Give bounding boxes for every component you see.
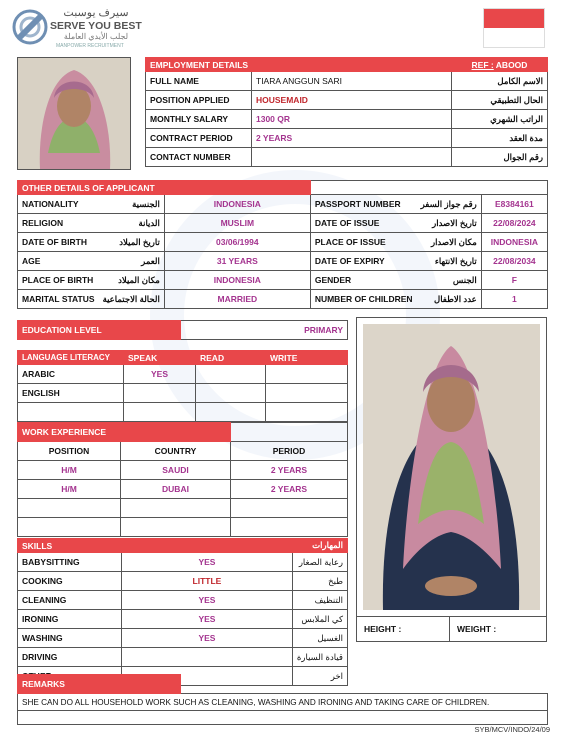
place-of-issue-value: INDONESIA <box>481 233 547 252</box>
date-of-issue-value: 22/08/2024 <box>481 214 547 233</box>
gender-arabic: الجنس <box>417 271 482 290</box>
education-label: EDUCATION LEVEL <box>18 321 181 340</box>
footer-code: SYB/MCV/INDO/24/09 <box>474 725 550 734</box>
write-header: WRITE <box>266 351 348 365</box>
remarks-text: SHE CAN DO ALL HOUSEHOLD WORK SUCH AS CLEANING, WASHING AND IRONING AND TAKING CARE OF CHILDREN. <box>18 694 548 711</box>
contract-arabic: مدة العقد <box>452 129 548 148</box>
other-row-4 <box>18 271 548 290</box>
language-arabic-name: ARABIC <box>18 365 124 384</box>
skill-name-5: DRIVING <box>18 648 122 667</box>
skill-name-0: BABYSITTING <box>18 553 122 572</box>
other-row-1 <box>18 214 548 233</box>
skill-value-4: YES <box>122 629 293 648</box>
company-logo <box>12 6 152 50</box>
work-row-0 <box>18 461 348 480</box>
nationality-value: INDONESIA <box>164 195 310 214</box>
work-experience-table <box>17 422 348 537</box>
applicant-photo-frame <box>356 317 547 642</box>
skill-row-5 <box>18 648 348 667</box>
other-row-0 <box>18 195 548 214</box>
date-of-expiry-arabic: تاريخ الانتهاء <box>417 252 482 271</box>
work-col-period: PERIOD <box>231 442 348 461</box>
skill-arabic-5: قيادة السيارة <box>292 648 347 667</box>
skill-value-5 <box>122 648 293 667</box>
position-label: POSITION APPLIED <box>146 91 252 110</box>
skill-value-1: LITTLE <box>122 572 293 591</box>
marital-status-arabic: الحالة الاجتماعية <box>99 290 165 309</box>
logo-arabic: سيرف يوسبت <box>63 7 129 19</box>
date-of-issue-label: DATE OF ISSUE <box>310 214 416 233</box>
nationality-arabic: الجنسية <box>99 195 165 214</box>
skill-row-1 <box>18 572 348 591</box>
other-details-table <box>17 180 548 309</box>
marital-status-value: MARRIED <box>164 290 310 309</box>
date-of-issue-arabic: تاريخ الاصدار <box>417 214 482 233</box>
children-value: 1 <box>481 290 547 309</box>
skill-value-2: YES <box>122 591 293 610</box>
work-col-position: POSITION <box>18 442 121 461</box>
work-country-0: SAUDI <box>121 461 231 480</box>
work-columns <box>18 442 348 461</box>
skill-arabic-2: التنظيف <box>292 591 347 610</box>
skill-row-3 <box>18 610 348 629</box>
employment-details-table <box>145 57 548 167</box>
other-row-5 <box>18 290 548 309</box>
language-arabic-write <box>266 365 348 384</box>
position-value: HOUSEMAID <box>252 91 452 110</box>
ref-label: REF : <box>471 59 494 70</box>
place-of-issue-label: PLACE OF ISSUE <box>310 233 416 252</box>
skill-value-0: YES <box>122 553 293 572</box>
date-of-expiry-label: DATE OF EXPIRY <box>310 252 416 271</box>
date-of-expiry-value: 22/08/2034 <box>481 252 547 271</box>
applicant-photo-large <box>363 324 540 610</box>
place-of-birth-value: INDONESIA <box>164 271 310 290</box>
contract-label: CONTRACT PERIOD <box>146 129 252 148</box>
place-of-issue-arabic: مكان الاصدار <box>417 233 482 252</box>
logo-arabic-sub: لجلب الأيدي العاملة <box>63 32 129 41</box>
passport-label: PASSPORT NUMBER <box>310 195 416 214</box>
row-monthly-salary <box>146 110 548 129</box>
religion-value: MUSLIM <box>164 214 310 233</box>
other-header-blank <box>310 181 547 195</box>
language-header: LANGUAGE LITERACY <box>18 351 124 365</box>
passport-value: E8384161 <box>481 195 547 214</box>
place-of-birth-label: PLACE OF BIRTH <box>18 271 99 290</box>
language-english-write <box>266 384 348 403</box>
dob-value: 03/06/1994 <box>164 233 310 252</box>
education-value: PRIMARY <box>181 321 348 340</box>
row-contact-number <box>146 148 548 167</box>
place-of-birth-arabic: مكان الميلاد <box>99 271 165 290</box>
other-details-header: OTHER DETAILS OF APPLICANT <box>18 181 311 195</box>
ref-cell <box>452 58 548 72</box>
religion-label: RELIGION <box>18 214 99 233</box>
logo-sub: MANPOWER RECRUITMENT <box>56 43 124 49</box>
work-position-1: H/M <box>18 480 121 499</box>
work-period-1: 2 YEARS <box>231 480 348 499</box>
marital-status-label: MARITAL STATUS <box>18 290 99 309</box>
skills-header: SKILLS <box>18 539 293 553</box>
skill-arabic-6: اخر <box>292 667 347 686</box>
gender-label: GENDER <box>310 271 416 290</box>
logo-mark-icon <box>12 8 48 46</box>
dob-label: DATE OF BIRTH <box>18 233 99 252</box>
salary-arabic: الراتب الشهري <box>452 110 548 129</box>
age-value: 31 YEARS <box>164 252 310 271</box>
work-header: WORK EXPERIENCE <box>18 423 231 442</box>
row-position-applied <box>146 91 548 110</box>
skill-name-3: IRONING <box>18 610 122 629</box>
skill-name-2: CLEANING <box>18 591 122 610</box>
language-english-speak <box>124 384 196 403</box>
full-name-value: TIARA ANGGUN SARI <box>252 72 452 91</box>
passport-arabic: رقم جواز السفر <box>417 195 482 214</box>
nationality-label: NATIONALITY <box>18 195 99 214</box>
language-row-english <box>18 384 348 403</box>
skill-arabic-0: رعاية الصغار <box>292 553 347 572</box>
read-header: READ <box>196 351 266 365</box>
language-row-arabic <box>18 365 348 384</box>
full-name-arabic: الاسم الكامل <box>452 72 548 91</box>
other-row-3 <box>18 252 548 271</box>
height-label: HEIGHT : <box>364 624 402 634</box>
skills-table <box>17 538 348 686</box>
work-country-1: DUBAI <box>121 480 231 499</box>
skill-arabic-1: طبخ <box>292 572 347 591</box>
skill-value-3: YES <box>122 610 293 629</box>
work-col-country: COUNTRY <box>121 442 231 461</box>
work-position-0: H/M <box>18 461 121 480</box>
skill-name-4: WASHING <box>18 629 122 648</box>
education-table <box>17 320 348 340</box>
children-arabic: عدد الاطفال <box>417 290 482 309</box>
full-name-label: FULL NAME <box>146 72 252 91</box>
row-contract-period <box>146 129 548 148</box>
language-row-blank <box>18 403 348 422</box>
logo-name: SERVE YOU BEST <box>50 20 142 32</box>
applicant-photo-small <box>17 57 131 170</box>
work-period-0: 2 YEARS <box>231 461 348 480</box>
language-english-read <box>196 384 266 403</box>
language-arabic-read <box>196 365 266 384</box>
salary-label: MONTHLY SALARY <box>146 110 252 129</box>
skill-row-0 <box>18 553 348 572</box>
remarks-table <box>17 674 548 725</box>
age-label: AGE <box>18 252 99 271</box>
remarks-header: REMARKS <box>18 675 181 694</box>
language-table <box>17 350 348 422</box>
skill-arabic-3: كي الملابس <box>292 610 347 629</box>
religion-arabic: الديانة <box>99 214 165 233</box>
skill-arabic-4: الغسيل <box>292 629 347 648</box>
contact-label: CONTACT NUMBER <box>146 148 252 167</box>
language-english-name: ENGLISH <box>18 384 124 403</box>
employment-header: EMPLOYMENT DETAILS <box>146 58 452 72</box>
skill-row-2 <box>18 591 348 610</box>
skill-row-4 <box>18 629 348 648</box>
age-arabic: العمر <box>99 252 165 271</box>
weight-label: WEIGHT : <box>457 624 497 634</box>
children-label: NUMBER OF CHILDREN <box>310 290 416 309</box>
applicant-portrait-small <box>18 58 130 169</box>
contact-arabic: رقم الجوال <box>452 148 548 167</box>
skills-header-arabic: المهارات <box>292 539 347 553</box>
indonesia-flag <box>483 8 545 48</box>
work-row-1 <box>18 480 348 499</box>
other-row-2 <box>18 233 548 252</box>
contract-value: 2 YEARS <box>252 129 452 148</box>
gender-value: F <box>481 271 547 290</box>
row-full-name <box>146 72 548 91</box>
salary-value: 1300 QR <box>252 110 452 129</box>
position-arabic: الحال التطبيقي <box>452 91 548 110</box>
skill-name-1: COOKING <box>18 572 122 591</box>
contact-value <box>252 148 452 167</box>
language-arabic-speak: YES <box>124 365 196 384</box>
speak-header: SPEAK <box>124 351 196 365</box>
applicant-portrait-large <box>363 324 540 610</box>
ref-value: ABOOD <box>495 59 528 70</box>
dob-arabic: تاريخ الميلاد <box>99 233 165 252</box>
